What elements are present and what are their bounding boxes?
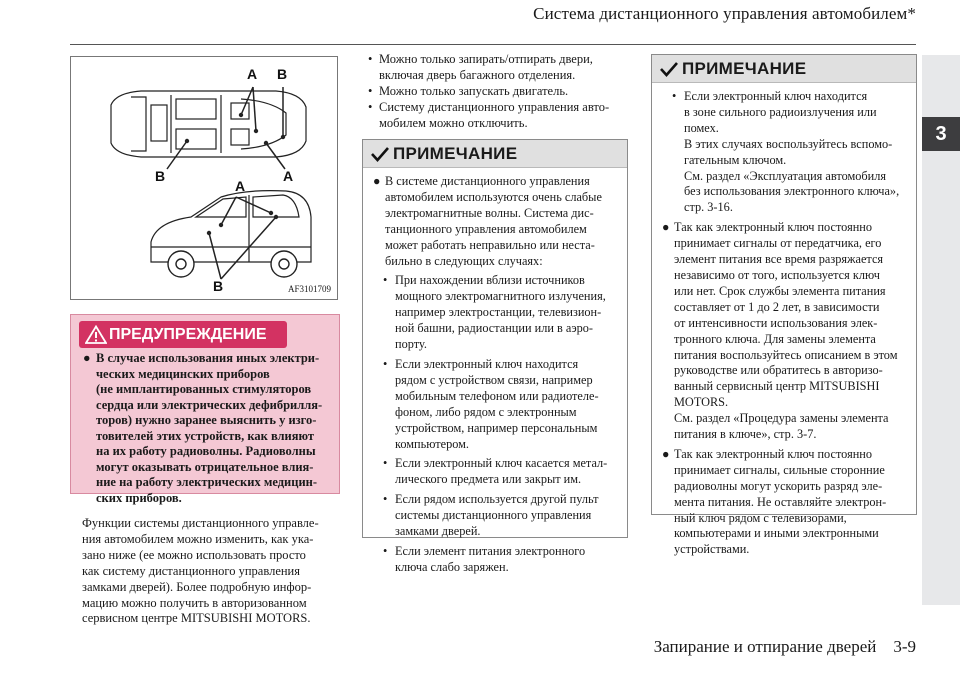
note-line: Если рядом используется другой пульт (395, 492, 599, 507)
note-line: танционного управления автомобилем (385, 221, 587, 236)
paragraph-line: зано ниже (ее можно использовать просто (82, 547, 306, 562)
note-line: стр. 3-16. (684, 200, 733, 215)
note-line: См. раздел «Процедура замены элемента (674, 411, 889, 426)
paragraph-line: как систему дистанционного управления (82, 563, 300, 578)
note-line: может работать неправильно или неста- (385, 237, 595, 252)
list-item-line: Можно только запирать/отпирать двери, (379, 52, 593, 66)
note-line: руководстве или обратитесь в авторизо- (674, 363, 883, 378)
note-sub-item (373, 456, 619, 488)
list-item (368, 52, 640, 84)
note-box-2 (651, 54, 917, 557)
warning-line: торов) нужно заранее выяснить у изго- (96, 413, 317, 427)
note-sub-dot: • (383, 356, 388, 371)
note-line: принимает сигналы, сильные сторонние (674, 462, 885, 477)
note-line: В системе дистанционного управления (385, 174, 590, 188)
note-header-1 (363, 140, 627, 168)
warning-line: сердца или электрических дефибрилля- (96, 397, 323, 412)
paragraph-line: замками дверей). Более подробную инфор- (82, 579, 312, 594)
label-b-side: B (213, 278, 224, 294)
list-dot: • (368, 83, 373, 98)
note-line: См. раздел «Эксплуатация автомобиля (684, 168, 887, 183)
label-a-right: A (283, 168, 294, 184)
note-line: гательным ключом. (684, 152, 787, 167)
list-item-line: Можно только запускать двигатель. (379, 83, 569, 98)
note-line: Если электронный ключ касается метал- (395, 456, 608, 471)
note-line: мента питания. Не оставляйте электрон- (674, 494, 887, 509)
note-line: В этих случаях воспользуйтесь вспомо- (684, 136, 893, 151)
note-line: принимает сигналы от передатчика, его (674, 236, 882, 251)
note-line: питания воспользуйтесь описанием в этом (674, 347, 898, 362)
note-line: лического предмета или закрыт им. (395, 472, 582, 487)
note-bullet: ● (373, 174, 381, 188)
warning-line: на их работу радиоволны. Радиоволны (96, 444, 316, 458)
note-line: системы дистанционного управления (395, 508, 592, 523)
note-title-2: ПРИМЕЧАНИЕ (682, 59, 807, 78)
note-line: мобильным телефоном или радиотеле- (395, 388, 599, 403)
warning-box (70, 314, 340, 505)
note-line: питания в ключе», стр. 3-7. (674, 427, 817, 442)
note-box-1 (362, 139, 628, 574)
warning-line: ние на работу электрических медицин- (96, 475, 318, 489)
label-a-top: A (247, 66, 258, 82)
note-sub-item (373, 357, 619, 452)
note-sub-item (373, 492, 619, 540)
options-list (368, 52, 640, 132)
list-item (368, 100, 640, 132)
antenna-location-figure (70, 56, 338, 300)
list-item (368, 84, 640, 100)
note-sub-dot: • (383, 492, 388, 507)
note-sub-dot: • (383, 273, 388, 288)
warning-line: ческих медицинских приборов (96, 366, 270, 381)
note-line: тронного ключа. Для замены элемента (674, 331, 876, 346)
paragraph-line: мацию можно получить в авторизованном (82, 595, 307, 610)
warning-line: ских приборов. (96, 490, 182, 505)
note-line: Если электронный ключ находится (684, 89, 868, 103)
list-item-line: Систему дистанционного управления авто- (379, 99, 610, 114)
note-sub-dot: • (383, 543, 388, 558)
note-line: Так как электронный ключ постоянно (674, 220, 873, 235)
chapter-side-tab (922, 55, 960, 605)
figure-code: AF3101709 (287, 284, 331, 294)
paragraph-line: сервисном центре MITSUBISHI MOTORS. (82, 611, 311, 626)
note-line: например электростанции, телевизион- (395, 305, 602, 320)
note-line: бильно в следующих случаях: (385, 253, 543, 268)
paragraph-line: ния автомобилем можно изменить, как ука- (82, 531, 314, 546)
paragraph-line: Функции системы дистанционного управле- (82, 516, 319, 530)
warning-line: (не имплантированных стимуляторов (96, 382, 312, 396)
note-check-icon (371, 146, 389, 162)
note-sub-item (662, 89, 908, 216)
note-line: без использования электронного ключа», (684, 184, 900, 199)
list-item-line: мобилем можно отключить. (379, 115, 528, 130)
label-a-side: A (235, 178, 246, 194)
warning-line: могут оказывать отрицательное влия- (96, 459, 314, 474)
warning-bullet: ● (83, 351, 91, 365)
note-line: компьютерами и иными электронными (674, 526, 879, 541)
note-paragraph (662, 220, 908, 443)
note-line: от интенсивности использования элек- (674, 315, 878, 330)
note-line: MOTORS. (674, 395, 729, 410)
label-b-left: B (155, 168, 166, 184)
warning-text (83, 351, 337, 506)
note-line: устройствами. (674, 542, 750, 557)
note-line: порту. (395, 337, 427, 352)
note-sub-dot: • (383, 456, 388, 471)
note-line: При нахождении вблизи источников (395, 273, 585, 288)
note-body-1 (373, 174, 619, 576)
car-top-view-body (111, 91, 306, 157)
note-line: ный ключ рядом с телевизорами, (674, 510, 847, 525)
warning-title: ПРЕДУПРЕЖДЕНИЕ (109, 326, 267, 343)
warning-triangle-icon (85, 325, 107, 344)
note-line: электромагнитные волны. Система дис- (385, 205, 594, 220)
note-line: радиоволны могут ускорить разряд эле- (674, 478, 883, 493)
note-line: фоном, либо рядом с электронным (395, 404, 577, 419)
list-item-line: включая дверь багажного отделения. (379, 67, 576, 82)
note-line: ключа слабо заряжен. (395, 559, 509, 574)
chapter-number: 3 (922, 117, 960, 151)
note-sub-item (373, 544, 619, 576)
note-line: Если электронный ключ находится (395, 356, 579, 371)
note-bullet: ● (662, 446, 670, 461)
list-dot: • (368, 99, 373, 114)
note-line: ной башни, радиостанции или в аэро- (395, 321, 593, 336)
note-paragraph (662, 447, 908, 558)
note-line: автомобилем используются очень слабые (385, 189, 602, 204)
note-line: рядом с устройством связи, например (395, 372, 593, 387)
note-line: устройством, например персональным (395, 420, 598, 435)
warning-line: В случае использования иных электри- (96, 351, 320, 365)
note-line: или нет. Срок службы элемента питания (674, 283, 886, 298)
note-sub-dot: • (672, 89, 677, 103)
note-header-2 (652, 55, 916, 83)
note-line: мощного электромагнитного излучения, (395, 289, 606, 304)
note-line: в зоне сильного радиоизлучения или (684, 104, 877, 119)
note-line: помех. (684, 120, 719, 135)
note-line: составляет от 1 до 2 лет, в зависимости (674, 299, 880, 314)
note-title-1: ПРИМЕЧАНИЕ (393, 144, 518, 163)
warning-header (79, 321, 287, 348)
note-sub-item (373, 273, 619, 353)
note-line: компьютером. (395, 436, 470, 451)
list-dot: • (368, 52, 373, 66)
note-line: элемент питания все время разряжается (674, 252, 884, 267)
note-line: ванный сервисный центр MITSUBISHI (674, 379, 880, 394)
note-paragraph (373, 174, 619, 269)
header-rule (70, 44, 916, 45)
label-b-top: B (277, 66, 288, 82)
page-header-title: Система дистанционного управления автомобилем* (533, 4, 916, 23)
note-body-2 (662, 89, 908, 558)
note-line: Так как электронный ключ постоянно (674, 446, 873, 461)
note-line: замками дверей. (395, 524, 481, 539)
functions-paragraph (82, 516, 344, 627)
note-check-icon (660, 61, 678, 77)
car-diagram (71, 57, 339, 301)
warning-line: товителей этих устройств, как влияют (96, 428, 315, 443)
note-line: Если элемент питания электронного (395, 543, 586, 558)
note-bullet: ● (662, 220, 670, 235)
note-line: независимо от того, используется ключ (674, 267, 880, 282)
page-footer: Запирание и отпирание дверей 3-9 (653, 637, 916, 656)
